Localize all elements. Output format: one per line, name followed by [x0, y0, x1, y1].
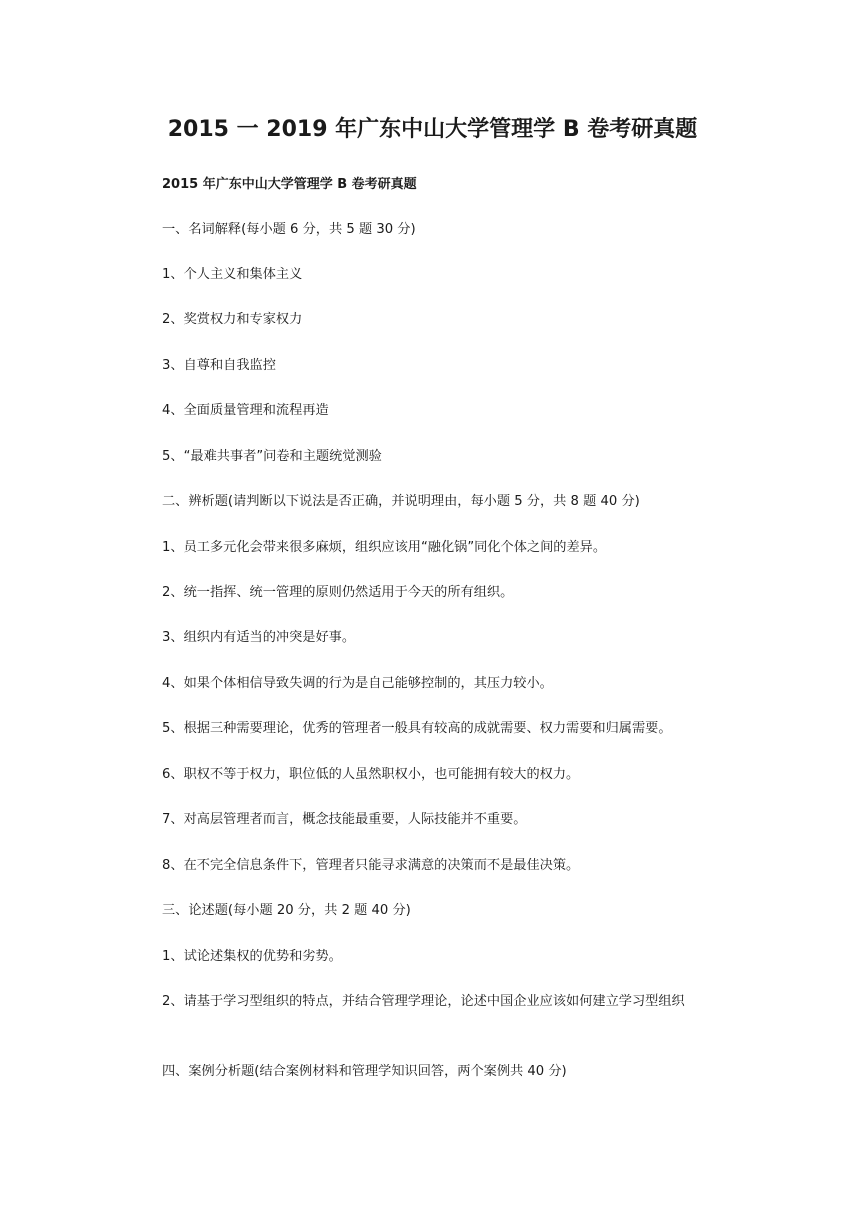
- question-item: 5、根据三种需要理论，优秀的管理者一般具有较高的成就需要、权力需要和归属需要。: [162, 721, 672, 736]
- question-item: 8、在不完全信息条件下，管理者只能寻求满意的决策而不是最佳决策。: [162, 858, 580, 873]
- question-item: 2、统一指挥、统一管理的原则仍然适用于今天的所有组织。: [162, 585, 514, 600]
- section-heading-case-study: 四、案例分析题(结合案例材料和管理学知识回答，两个案例共 40 分): [162, 1064, 567, 1079]
- document-title: 2015 一 2019 年广东中山大学管理学 B 卷考研真题: [167, 117, 698, 142]
- question-item: 2、奖赏权力和专家权力: [162, 312, 303, 327]
- question-item: 3、组织内有适当的冲突是好事。: [162, 630, 356, 645]
- question-item: 4、全面质量管理和流程再造: [162, 403, 329, 418]
- question-item: 1、个人主义和集体主义: [162, 267, 303, 282]
- question-item: 6、职权不等于权力，职位低的人虽然职权小，也可能拥有较大的权力。: [162, 767, 580, 782]
- question-item: 7、对高层管理者而言，概念技能最重要，人际技能并不重要。: [162, 812, 527, 827]
- question-item: 5、“最难共事者”问卷和主题统觉测验: [162, 449, 382, 464]
- question-item: 1、试论述集权的优势和劣势。: [162, 949, 342, 964]
- section-heading-definitions: 一、名词解释(每小题 6 分，共 5 题 30 分): [162, 222, 416, 237]
- question-item: 3、自尊和自我监控: [162, 358, 276, 373]
- section-heading-essay: 三、论述题(每小题 20 分，共 2 题 40 分): [162, 903, 411, 918]
- section-heading-analysis: 二、辨析题(请判断以下说法是否正确，并说明理由，每小题 5 分，共 8 题 40 分): [162, 494, 640, 509]
- question-item: 1、员工多元化会带来很多麻烦，组织应该用“融化锅”同化个体之间的差异。: [162, 540, 607, 555]
- question-item: 4、如果个体相信导致失调的行为是自己能够控制的，其压力较小。: [162, 676, 553, 691]
- question-item: 2、请基于学习型组织的特点，并结合管理学理论，论述中国企业应该如何建立学习型组织: [162, 994, 685, 1009]
- exam-subtitle: 2015 年广东中山大学管理学 B 卷考研真题: [162, 177, 417, 192]
